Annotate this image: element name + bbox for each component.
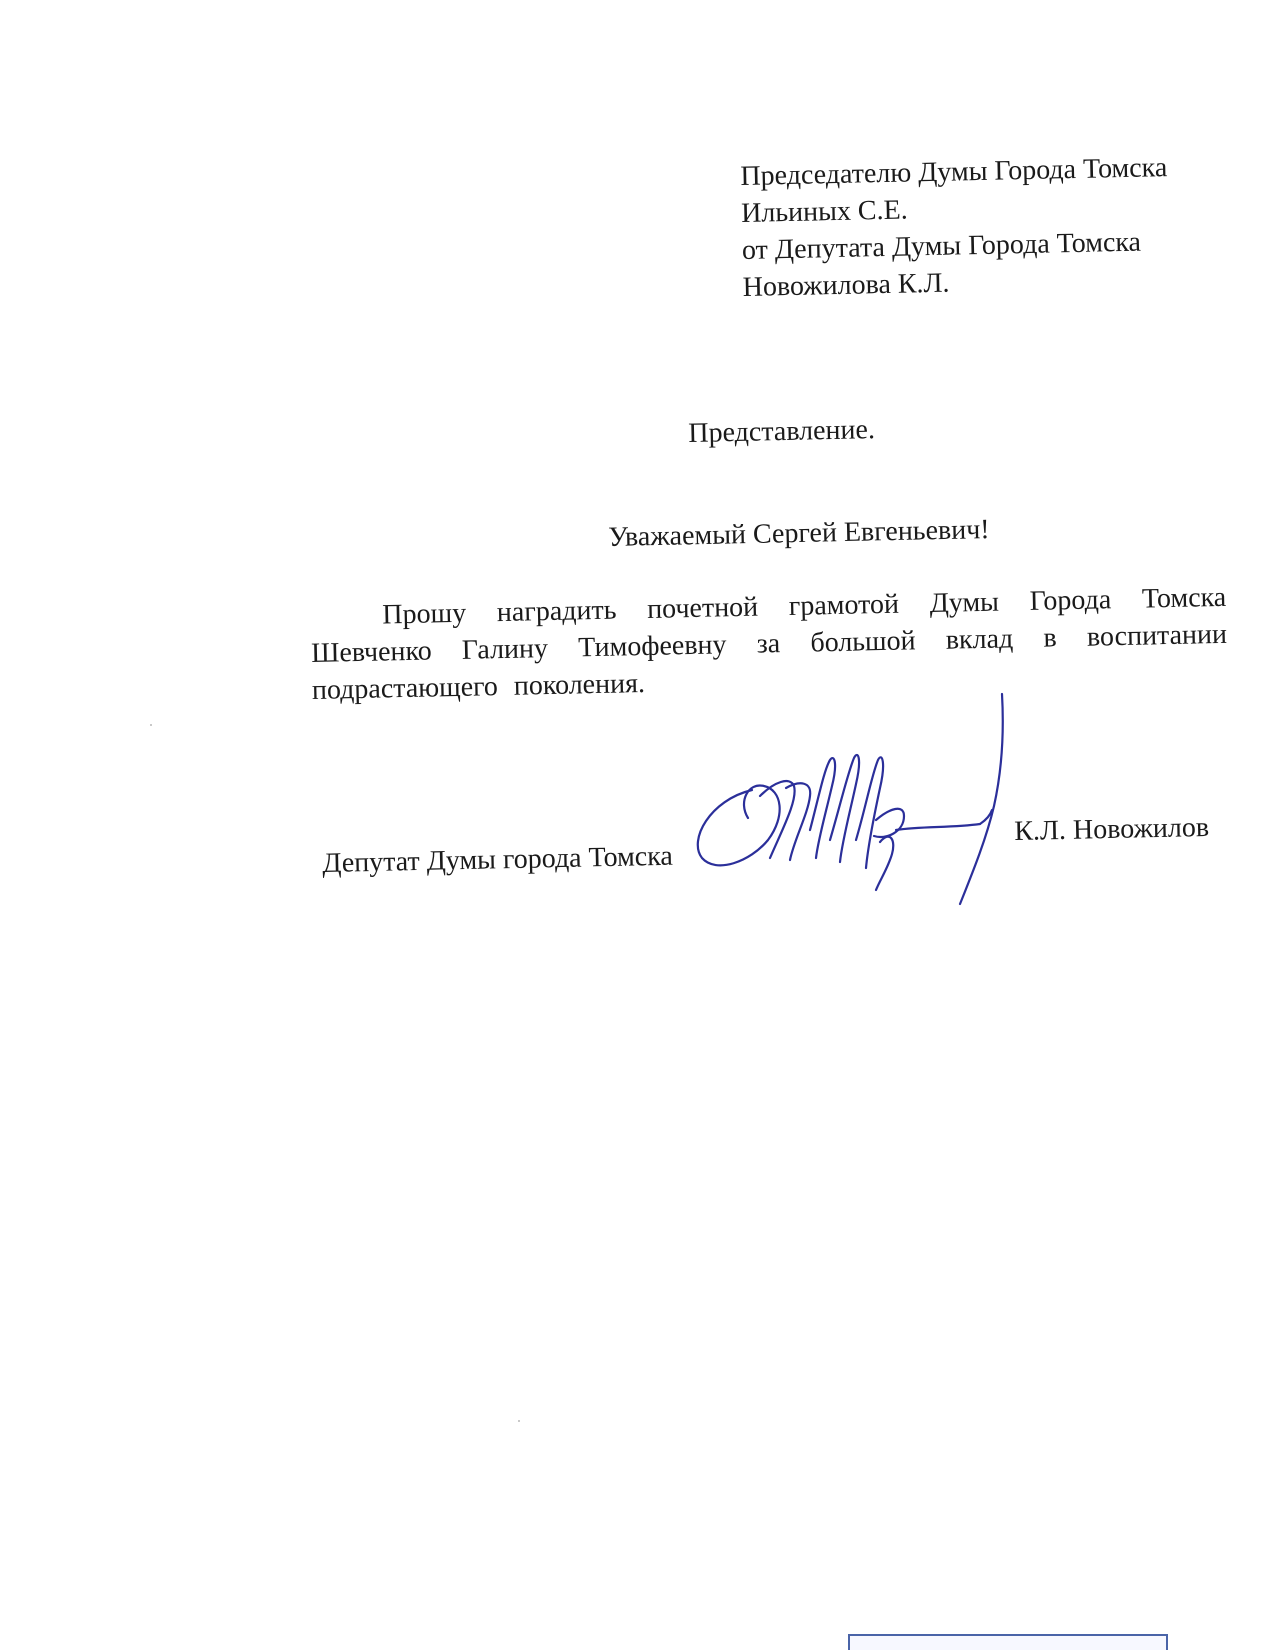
scan-speck (518, 1420, 520, 1422)
addressee-line-3: от Депутата Думы Города Томска (741, 226, 1142, 266)
document-title: Представление. (688, 414, 876, 449)
addressee-block (740, 148, 1223, 306)
body-paragraph: Прошу наградить почетной грамотой Думы Города Томска Шевченко Галину Тимофеевну за большой вклад в воспитании подрастающего поколения. (310, 581, 1228, 706)
addressee-line-2: Ильиных С.Е. (740, 194, 908, 229)
addressee-line-1: Председателю Думы Города Томска (740, 152, 1168, 192)
registration-stamp (848, 1634, 1168, 1650)
signatory-name: К.Л. Новожилов (1014, 811, 1210, 847)
signatory-position: Депутат Думы города Томска (322, 840, 674, 879)
scan-speck (150, 724, 152, 726)
handwritten-signature (690, 690, 1050, 920)
salutation: Уважаемый Сергей Евгеньевич! (608, 514, 990, 553)
addressee-line-4: Новожилова К.Л. (742, 267, 950, 303)
